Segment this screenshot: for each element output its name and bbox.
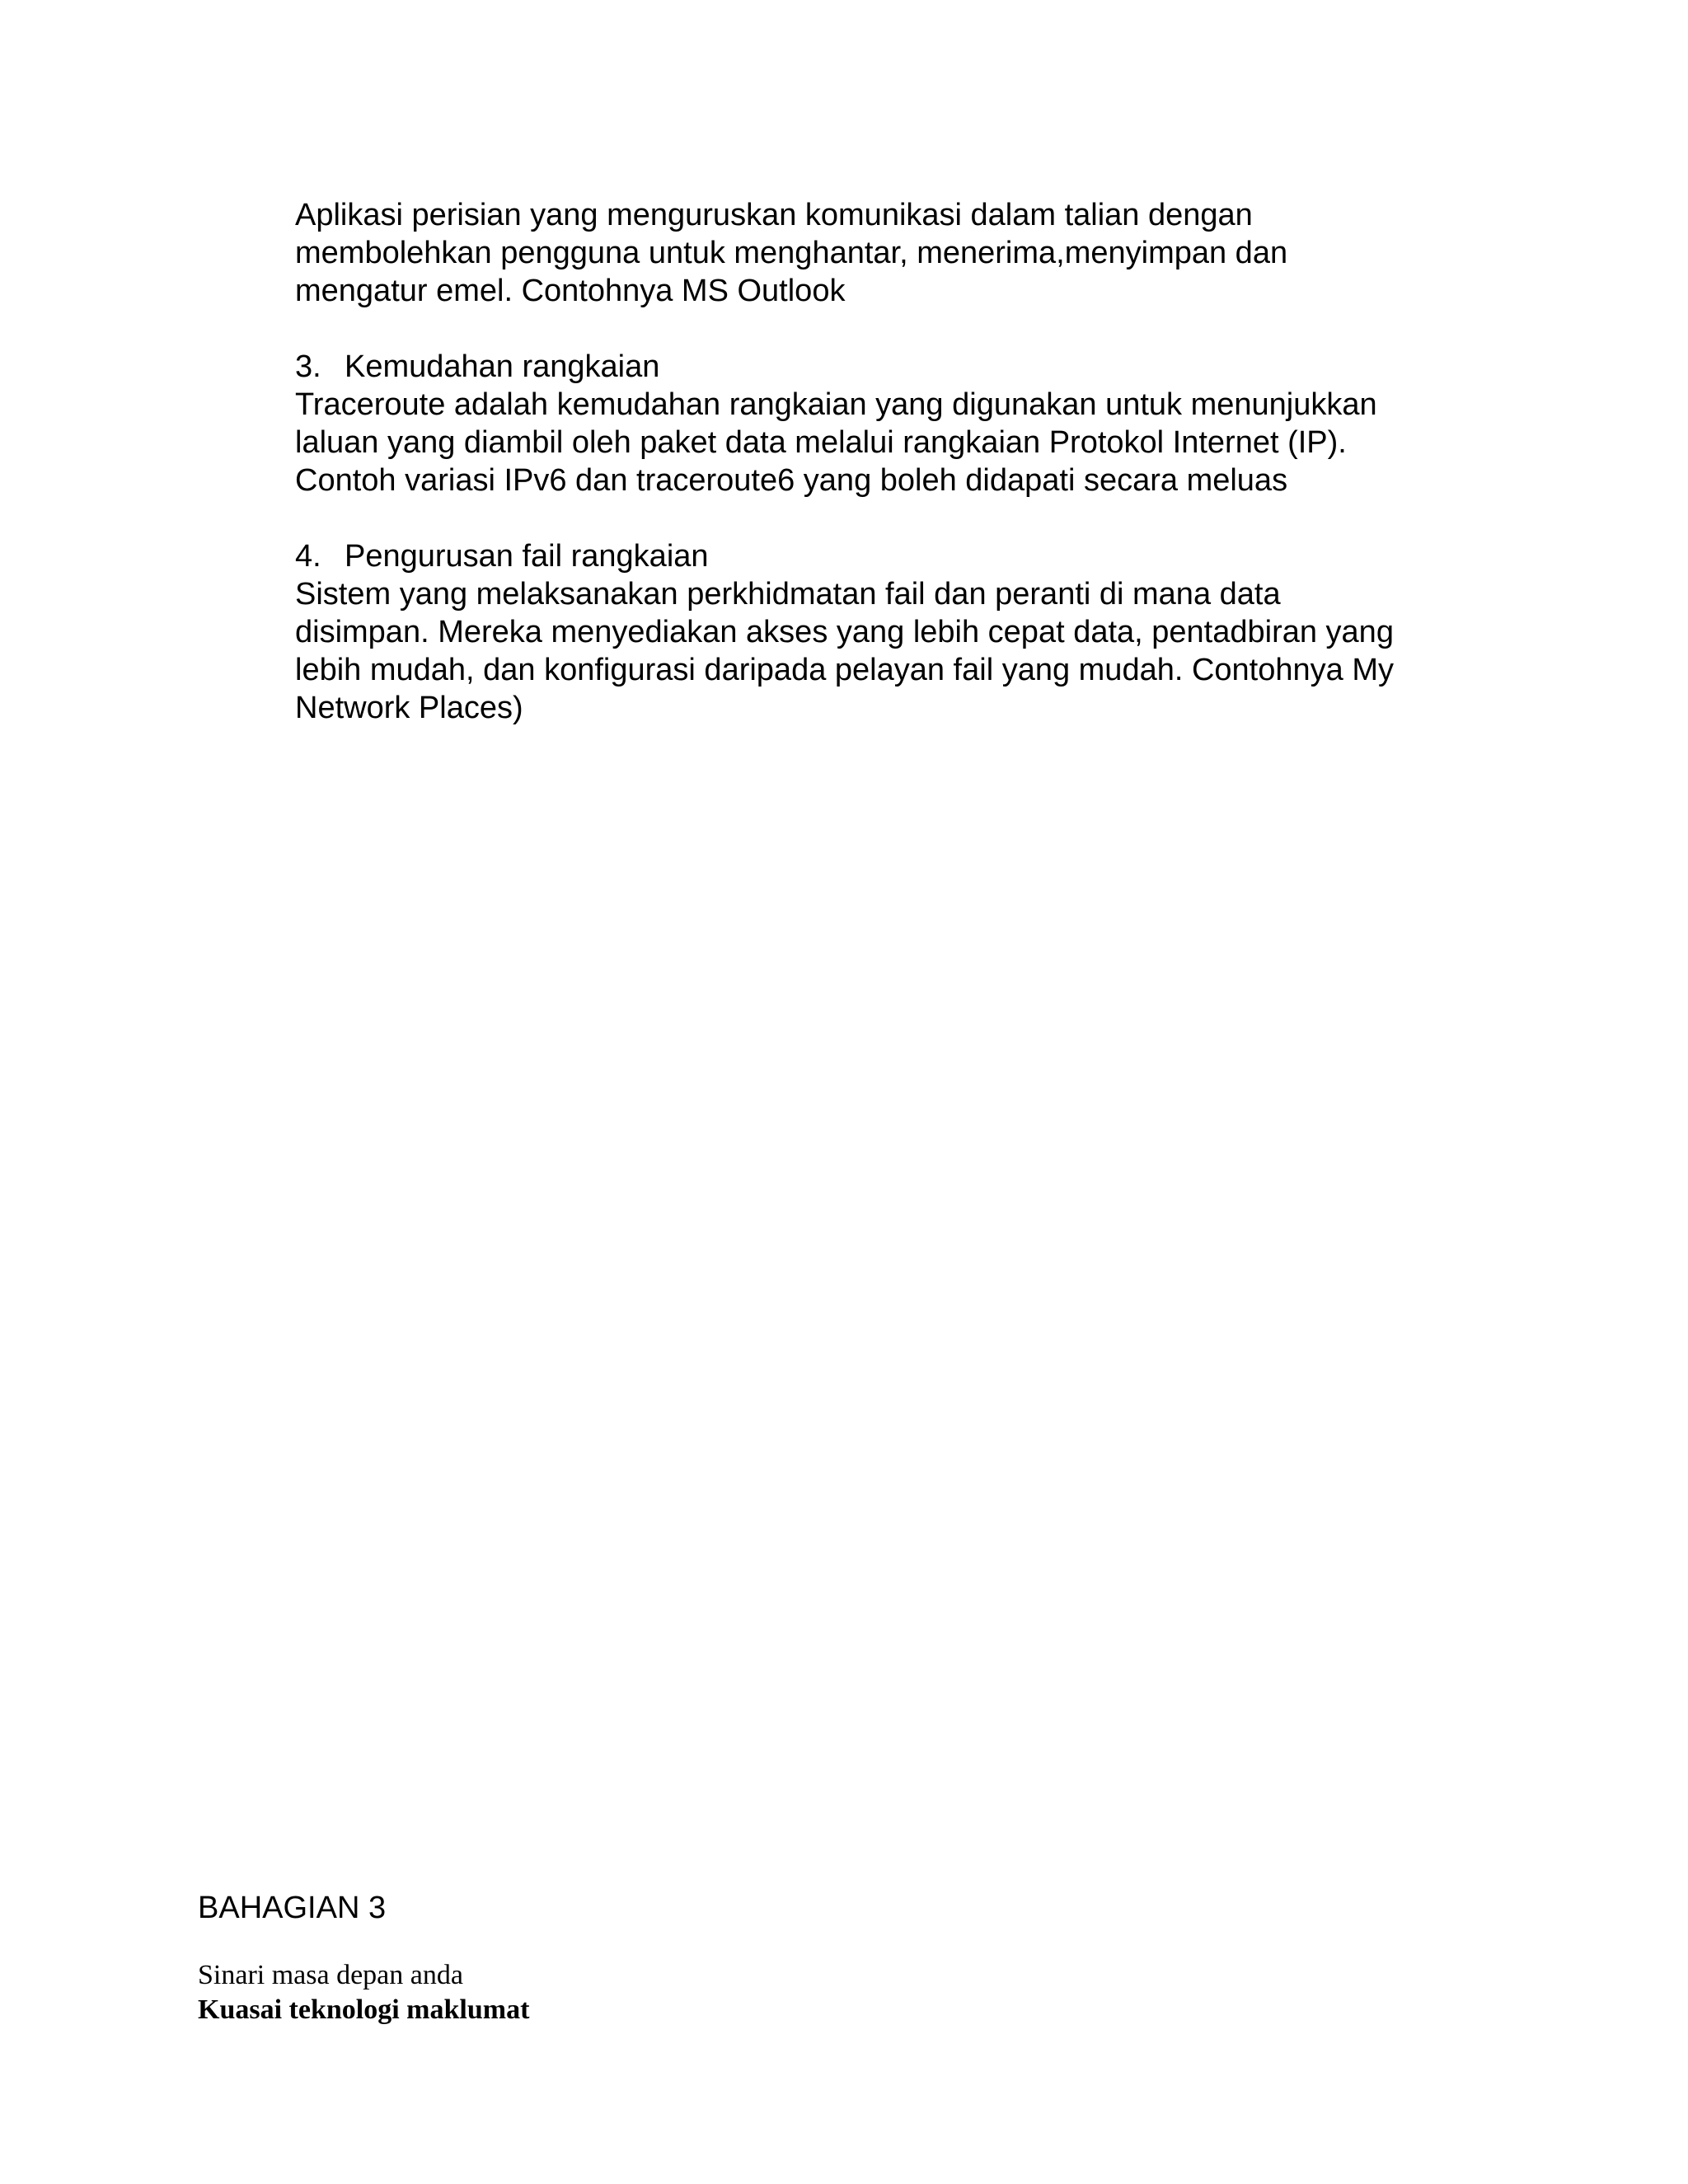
section-line: Network Places): [295, 691, 523, 725]
section-number: 4.: [295, 539, 321, 574]
section-line: lebih mudah, dan konfigurasi daripada pelayan fail yang mudah. Contohnya My: [295, 653, 1394, 687]
footer-section-label: BAHAGIAN 3: [198, 1891, 387, 1925]
section-line: Traceroute adalah kemudahan rangkaian yang digunakan untuk menunjukkan: [295, 387, 1377, 422]
tagline-line: Sinari masa depan anda: [198, 1960, 463, 1990]
intro-line: mengatur emel. Contohnya MS Outlook: [295, 274, 846, 308]
section-line: Contoh variasi IPv6 dan traceroute6 yang boleh didapati secara meluas: [295, 463, 1288, 498]
intro-line: Aplikasi perisian yang menguruskan komunikasi dalam talian dengan: [295, 198, 1253, 232]
section-line: disimpan. Mereka menyediakan akses yang lebih cepat data, pentadbiran yang: [295, 615, 1394, 649]
section-title: Pengurusan fail rangkaian: [345, 539, 709, 574]
section-line: Sistem yang melaksanakan perkhidmatan fail dan peranti di mana data: [295, 577, 1281, 612]
intro-line: membolehkan pengguna untuk menghantar, menerima,menyimpan dan: [295, 236, 1288, 270]
section-kemudahan-rangkaian: [295, 348, 1465, 499]
intro-paragraph: [295, 196, 1465, 310]
document-body: [295, 196, 1465, 727]
section-pengurusan-fail-rangkaian: [295, 537, 1465, 727]
tagline-line-bold: Kuasai teknologi maklumat: [198, 1994, 530, 2025]
footer-tagline: [198, 1958, 529, 2027]
section-heading: [295, 537, 1465, 575]
section-number: 3.: [295, 349, 321, 384]
section-heading: [295, 348, 1465, 386]
section-line: laluan yang diambil oleh paket data melalui rangkaian Protokol Internet (IP).: [295, 425, 1347, 460]
section-title: Kemudahan rangkaian: [345, 349, 660, 384]
